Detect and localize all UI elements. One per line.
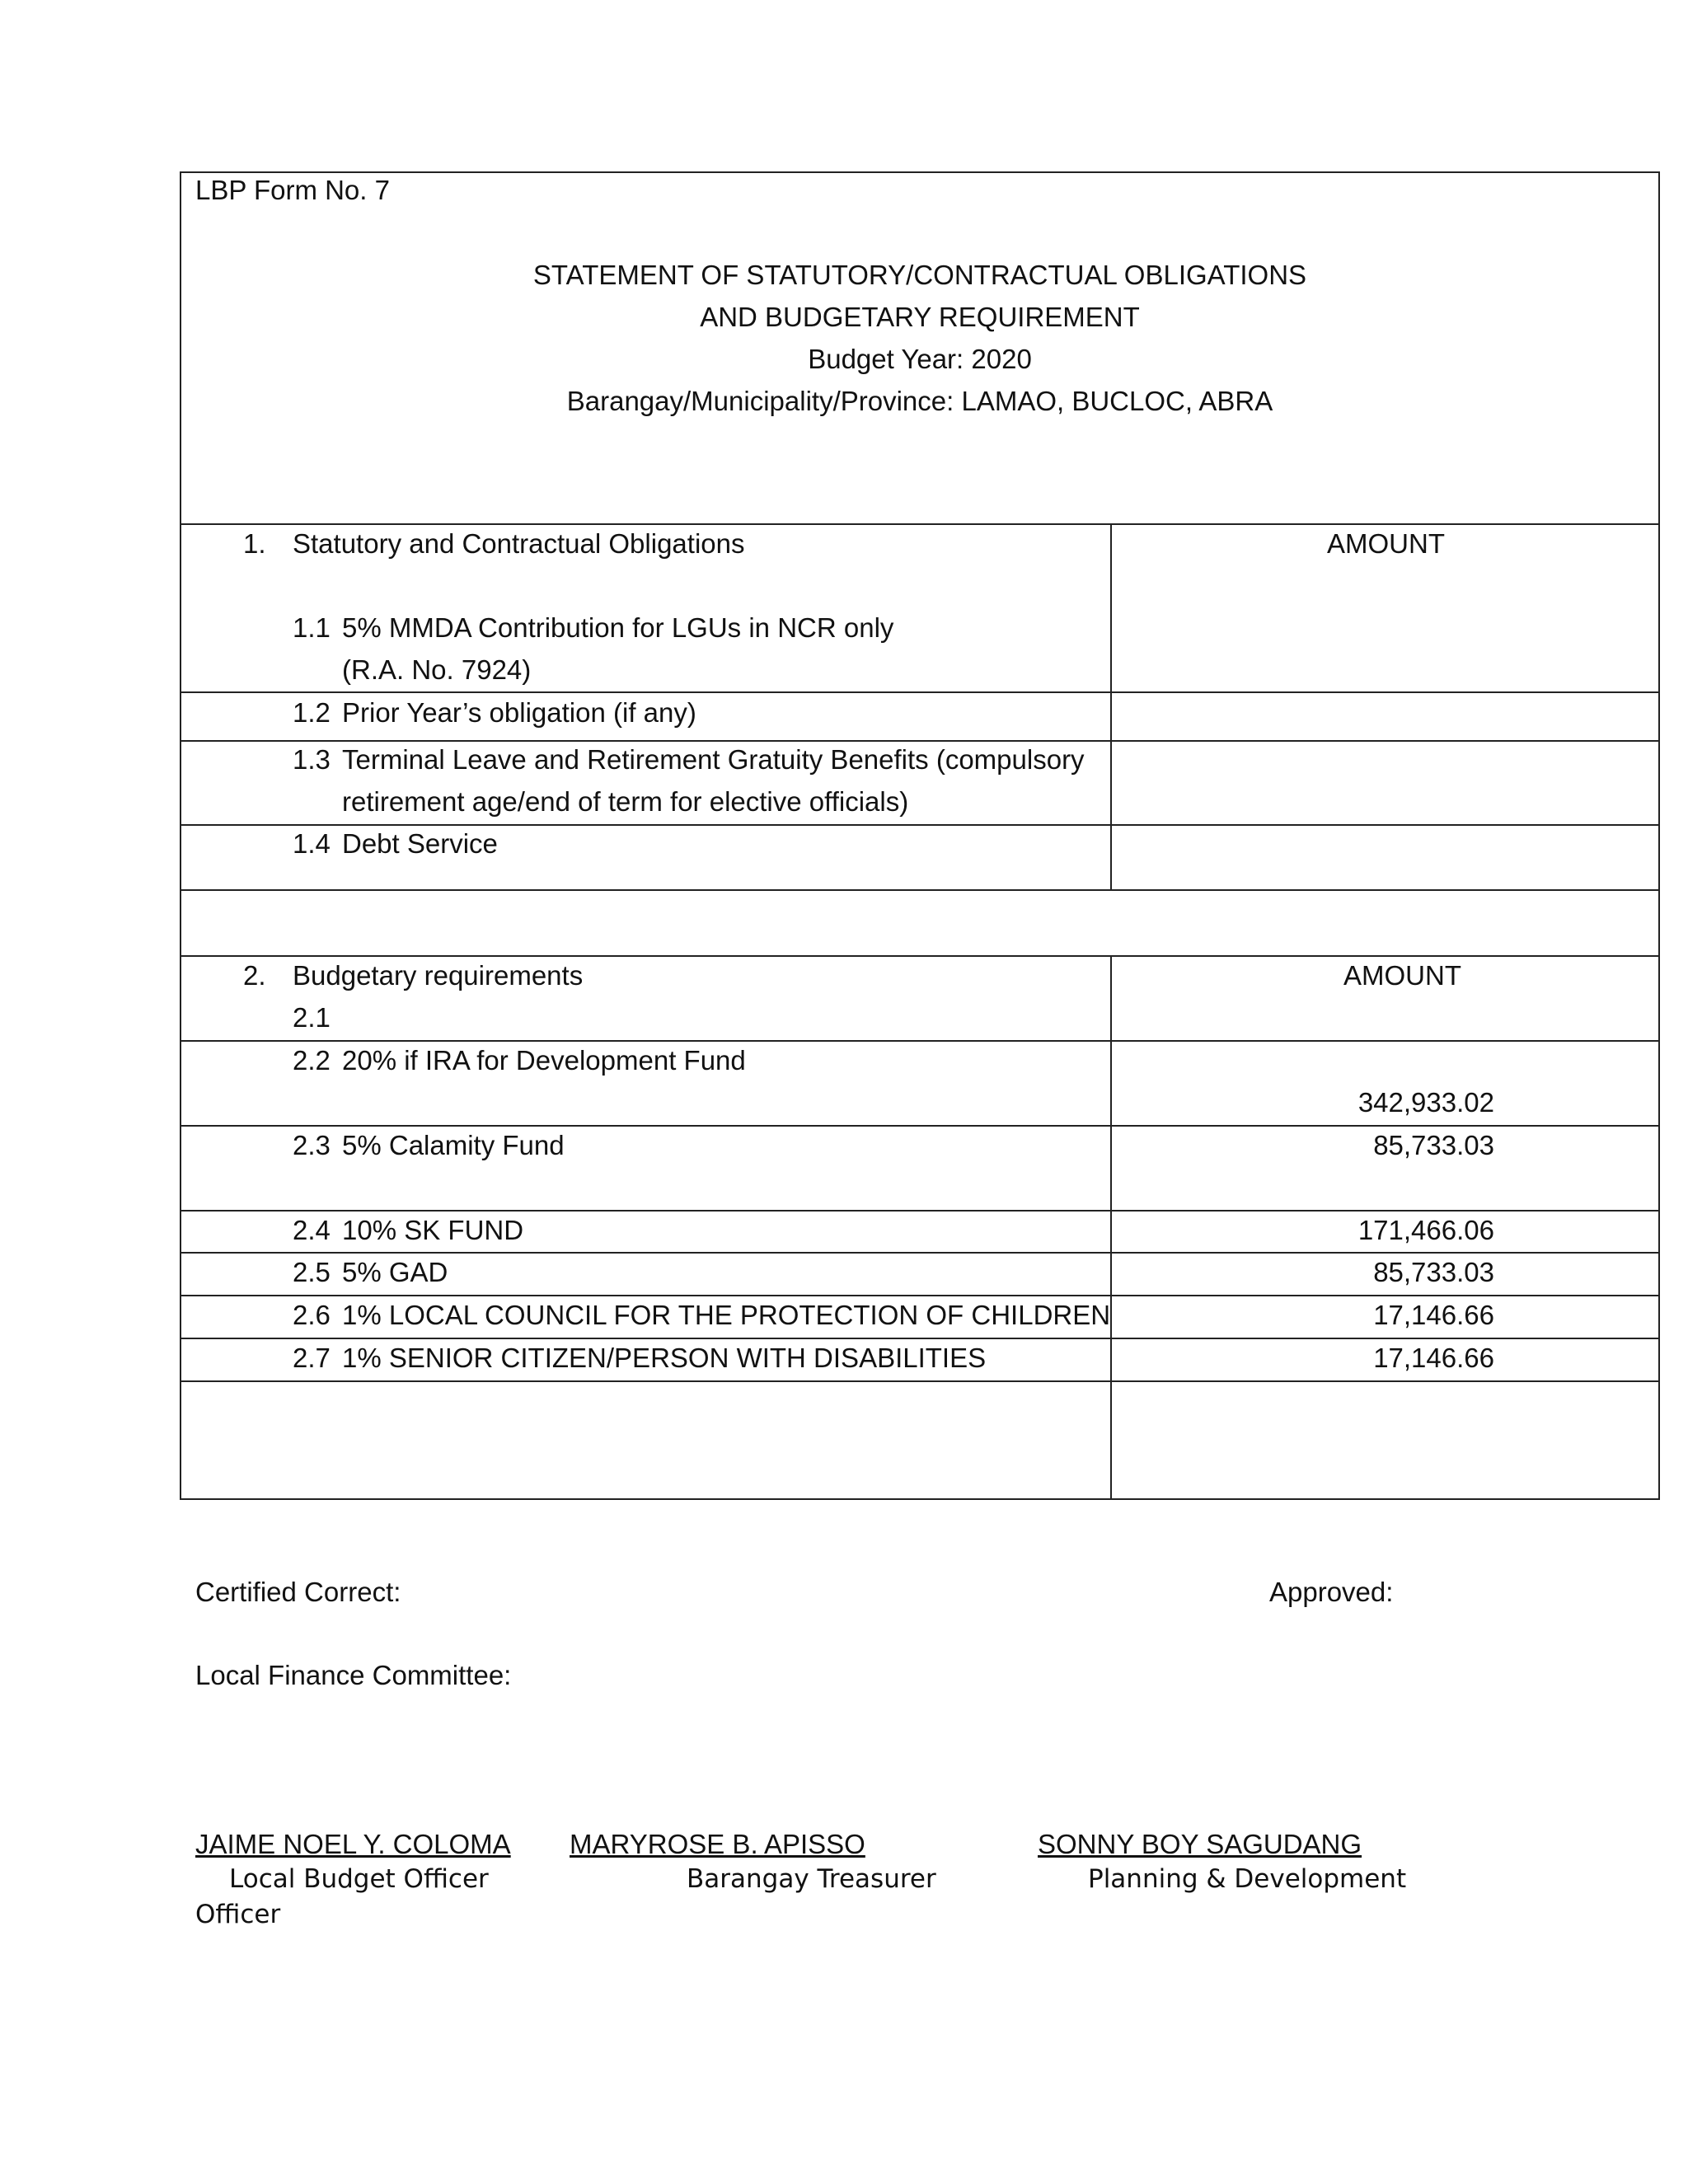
- signatory-title: Local Budget Officer: [229, 1864, 489, 1894]
- item-number: 1.4: [293, 828, 331, 859]
- row-divider: [180, 1210, 1660, 1212]
- item-number: 1.1: [293, 612, 331, 643]
- item-number: 1.2: [293, 697, 331, 728]
- row-divider: [180, 889, 1660, 891]
- table-border-top: [180, 171, 1660, 173]
- section1-title: Statutory and Contractual Obligations: [293, 528, 745, 559]
- certified-correct-label: Certified Correct:: [195, 1577, 401, 1607]
- item-number: 2.1: [293, 1002, 331, 1033]
- row-divider: [180, 691, 1660, 693]
- item-amount: 171,466.06: [1357, 1215, 1494, 1245]
- approved-label: Approved:: [1269, 1577, 1394, 1607]
- row-divider: [180, 1295, 1660, 1296]
- section1-number: 1.: [243, 528, 266, 559]
- item-label: 1% LOCAL COUNCIL FOR THE PROTECTION OF CHILDREN: [342, 1300, 1111, 1330]
- row-divider: [180, 1125, 1660, 1127]
- signatory-title: Planning & Development: [1088, 1864, 1407, 1894]
- column-divider: [1110, 523, 1112, 889]
- item-label: 5% Calamity Fund: [342, 1130, 565, 1160]
- row-divider: [180, 824, 1660, 826]
- signatory-name: JAIME NOEL Y. COLOMA: [195, 1829, 511, 1859]
- item-amount: 17,146.66: [1373, 1343, 1494, 1373]
- item-label: Prior Year’s obligation (if any): [342, 697, 696, 728]
- committee-label: Local Finance Committee:: [195, 1660, 512, 1690]
- item-number: 2.6: [293, 1300, 331, 1330]
- table-border-bottom: [180, 1498, 1660, 1500]
- item-label: 20% if IRA for Development Fund: [342, 1045, 746, 1076]
- item-label: 5% MMDA Contribution for LGUs in NCR only: [342, 612, 894, 643]
- item-label: 1% SENIOR CITIZEN/PERSON WITH DISABILITIES: [342, 1343, 987, 1373]
- row-divider: [180, 1252, 1660, 1254]
- item-number: 2.5: [293, 1257, 331, 1287]
- statement-title: STATEMENT OF STATUTORY/CONTRACTUAL OBLIGATIONS: [532, 260, 1307, 290]
- statement-subtitle: AND BUDGETARY REQUIREMENT: [700, 302, 1140, 332]
- item-amount: 85,733.03: [1373, 1257, 1494, 1287]
- row-divider: [180, 523, 1660, 525]
- location-line: Barangay/Municipality/Province: LAMAO, BUCLOC, ABRA: [566, 386, 1273, 416]
- section2-number: 2.: [243, 960, 266, 991]
- section2-amount-header: AMOUNT: [1343, 960, 1461, 991]
- column-divider: [1110, 955, 1112, 1500]
- item-label: Debt Service: [342, 828, 498, 859]
- item-amount: 342,933.02: [1357, 1087, 1494, 1118]
- row-divider: [180, 1040, 1660, 1042]
- section1-amount-header: AMOUNT: [1327, 528, 1445, 559]
- item-number: 2.3: [293, 1130, 331, 1160]
- item-number: 2.4: [293, 1215, 331, 1245]
- item-amount: 85,733.03: [1373, 1130, 1494, 1160]
- signatory-title: Barangay Treasurer: [687, 1864, 936, 1894]
- item-number: 2.2: [293, 1045, 331, 1076]
- item-label-continued: retirement age/end of term for elective officials): [342, 786, 909, 817]
- row-divider: [180, 1380, 1660, 1382]
- section2-title: Budgetary requirements: [293, 960, 584, 991]
- item-label-continued: (R.A. No. 7924): [342, 654, 532, 685]
- row-divider: [180, 955, 1660, 957]
- row-divider: [180, 1338, 1660, 1339]
- item-label: Terminal Leave and Retirement Gratuity Benefits (compulsory: [342, 744, 1085, 775]
- signatory-name: MARYROSE B. APISSO: [570, 1829, 865, 1859]
- form-number: LBP Form No. 7: [195, 175, 390, 205]
- item-label: 10% SK FUND: [342, 1215, 524, 1245]
- signatory-name: SONNY BOY SAGUDANG: [1038, 1829, 1362, 1859]
- item-number: 2.7: [293, 1343, 331, 1373]
- item-number: 1.3: [293, 744, 331, 775]
- signatory-title-continued: Officer: [195, 1900, 281, 1929]
- row-divider: [180, 740, 1660, 742]
- item-label: 5% GAD: [342, 1257, 448, 1287]
- budget-year: Budget Year: 2020: [808, 344, 1032, 374]
- item-amount: 17,146.66: [1373, 1300, 1494, 1330]
